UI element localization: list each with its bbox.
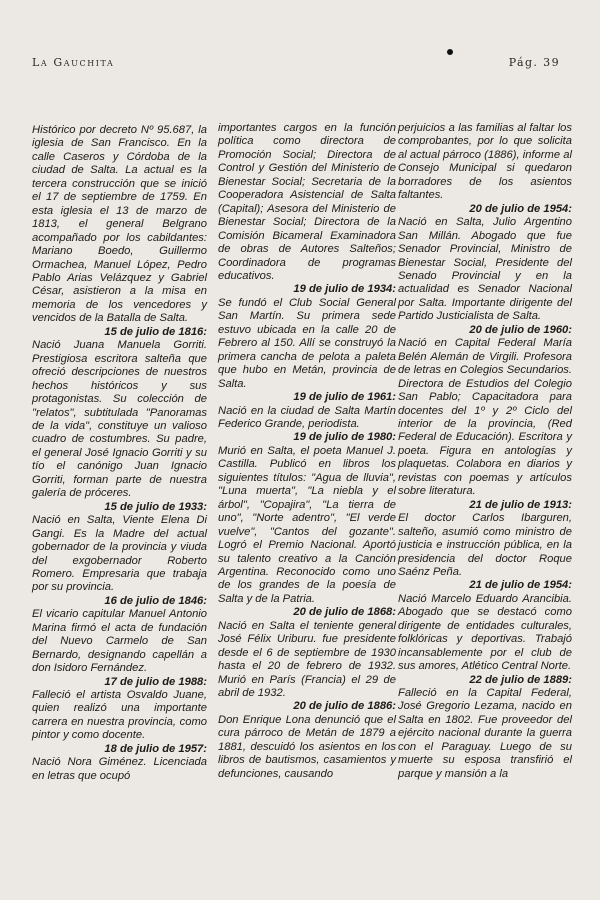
- entry-text: El doctor Carlos Ibarguren, salteño, asumió como ministro de justicia e instrucción pública, en la presidencia del doctor Roque Saénz Peña.: [398, 512, 572, 578]
- page-header: [32, 56, 560, 72]
- entry-date-heading: 21 de julio de 1954:: [469, 579, 572, 592]
- entry-date-heading: 19 de julio de 1961:: [293, 391, 396, 404]
- header-bullet: [447, 49, 453, 55]
- entry-text: Nació Juana Manuela Gorriti. Prestigiosa escritora salteña que ofreció descripciones de nuestros hechos históricos y sus protagonistas. Su colección de "relatos", subtitulada "Panoramas de la vida", constituye un valioso cuadro de costumbres. Su padre, el general José Ignacio Gorriti y su tío el canónigo Juan Ignacio Gorriti, forman parte de nuestra galería de próceres.: [32, 339, 207, 500]
- entry-date-heading: 19 de julio de 1980:: [293, 431, 396, 444]
- entry-date-heading: 21 de julio de 1913:: [469, 498, 572, 511]
- entry-date-heading: 16 de julio de 1846:: [104, 594, 207, 607]
- entry-date-heading: 17 de julio de 1988:: [104, 675, 207, 688]
- entry-text: Nació en Salta, Viente Elena Di Gangi. Es la Madre del actual gobernador de la provincia y viuda del exgobernador Roberto Romero. Empresaria que trabaja por su provincia.: [32, 514, 207, 594]
- entry-date-heading: 22 de julio de 1889:: [469, 673, 572, 686]
- entry-date-heading: 15 de julio de 1816:: [104, 325, 207, 338]
- entry-text: El vicario capitular Manuel Antonio Marina firmó el acta de fundación del Nuevo Carmelo de San Bernardo, designando capellán a don Isidoro Fernández.: [32, 608, 207, 675]
- entry-text: Nació Nora Giménez. Licenciada en letras que ocupó: [32, 756, 207, 782]
- entry-text: Se fundó el Club Social General San Martín. Su primera sede estuvo ubicada en la calle 20 de Febrero al 150. Allí se construyó la primera cancha de pelota a paleta que hubo en Metán, provincia de Salta.: [218, 296, 396, 390]
- entry-date-heading: 20 de julio de 1886:: [293, 700, 396, 713]
- entry-text: Nació en Capital Federal María Belén Alemán de Virgili. Profesora de letras en Colegios Secundarios. Directora de Estudios del Colegio San Pablo; Capacitadora para docentes del 1º y 2º Ciclo del interior de la provincia, (Red Federal de Educación). Escritora y poeta. Figura en antologías y plaquetas. Colabora en diarios y revistas con poemas y artículos sobre literatura.: [398, 337, 572, 498]
- entry-text: Don Enrique Lona denunció que el cura párroco de Metán de 1879 a 1881, descuidó los asientos en los libros de bautismos, casamientos y defunciones, causando: [218, 713, 396, 780]
- entry-text: Falleció el artista Osvaldo Juane, quien realizó una importante carrera en nuestra provincia, como pintor y como docente.: [32, 689, 207, 742]
- entry-text: Nació en la ciudad de Salta Martín Federico Grande, periodista.: [218, 404, 396, 430]
- entry-text: perjuicios a las familias al faltar los comprobantes, por lo que solicita al actual párroco (1886), informe al Consejo Municipal si quedaron borradores de los asientos faltantes.: [398, 122, 572, 202]
- entry-text: Nació en Salta el teniente general José Félix Uriburu. fue presidente desde el 6 de septiembre de 1930 hasta el 20 de febrero de 1932. Murió en París (Francia) el 29 de abril de 1932.: [218, 619, 396, 700]
- entry-text: Nació Marcelo Eduardo Arancibia. Abogado que se destacó como dirigente de entidades culturales, folklóricas y deportivas. Trabajó incansablemente por el club de sus amores, Atlético Central Norte.: [398, 592, 572, 673]
- entry-text: Histórico por decreto Nº 95.687, la iglesia de San Francisco. En la calle Caseros y Córdoba de la ciudad de Salta. La actual es la tercera construcción que se inició el 17 de septiembre de 1759. En esta iglesia el 13 de marzo de 1813, el general Belgrano acompañado por los cabildantes: Mariano Boedo, Guillermo Ormachea, Manuel López, Pedro Pablo Arias Velázquez y Gabriel César, asistieron a la misa en memoria de los vencedores y vencidos de la Batalla de Salta.: [32, 124, 207, 325]
- entry-date-heading: 18 de julio de 1957:: [104, 742, 207, 755]
- entry-text: importantes cargos en la función política como directora de Promoción Social; Directora de Control y Gestión del Ministerio de Bienestar Social; Secretaria de la Cooperadora Asistencial de Salta (Capital); Asesora del Ministerio de Bienestar Social; Directora de la Comisión Bicameral Examinadora de obras de Autores Salteños; Coordinadora de programas educativos.: [218, 122, 396, 282]
- entry-text: Falleció en la Capital Federal, José Gregorio Lezama, nacido en Salta en 1802. Fue proveedor del ejército nacional durante la guerra con el Paraguay. Luego de su muerte su esposa transfirió el parque y mansión a la: [398, 687, 572, 780]
- entry-date-heading: 19 de julio de 1934:: [293, 283, 396, 296]
- text-column-1: [32, 124, 207, 783]
- text-column-2: [218, 122, 396, 781]
- entry-text: Nació en Salta, Julio Argentino San Millán. Abogado que fue Senador Provincial, Ministro de Bienestar Social, Presidente del Senado Provincial y en la actualidad es Senador Nacional por Salta. Importante dirigente del Partido Justicialista de Salta.: [398, 216, 572, 323]
- entry-date-heading: 20 de julio de 1960:: [469, 323, 572, 336]
- entry-text: Murió en Salta, el poeta Manuel J. Castilla. Publicó en libros los siguientes títulos: "Agua de lluvia", "Luna muerta", "La niebla y el árbol", "Copajira", "La tierra de uno", "Norte adentro", "El verde vuelve", "Cantos del gozante". Logró el Premio Nacional. Aportó su talento creativo a la Canción Argentina. Reconocido como uno de los grandes de la poesía de Salta y de la Patria.: [218, 444, 396, 605]
- page-number: Pág. 39: [508, 56, 560, 69]
- entry-date-heading: 20 de julio de 1868:: [293, 606, 396, 619]
- entry-date-heading: 15 de julio de 1933:: [104, 500, 207, 513]
- publication-title: La Gauchita: [32, 56, 115, 69]
- entry-date-heading: 20 de julio de 1954:: [469, 202, 572, 215]
- text-column-3: [398, 122, 572, 781]
